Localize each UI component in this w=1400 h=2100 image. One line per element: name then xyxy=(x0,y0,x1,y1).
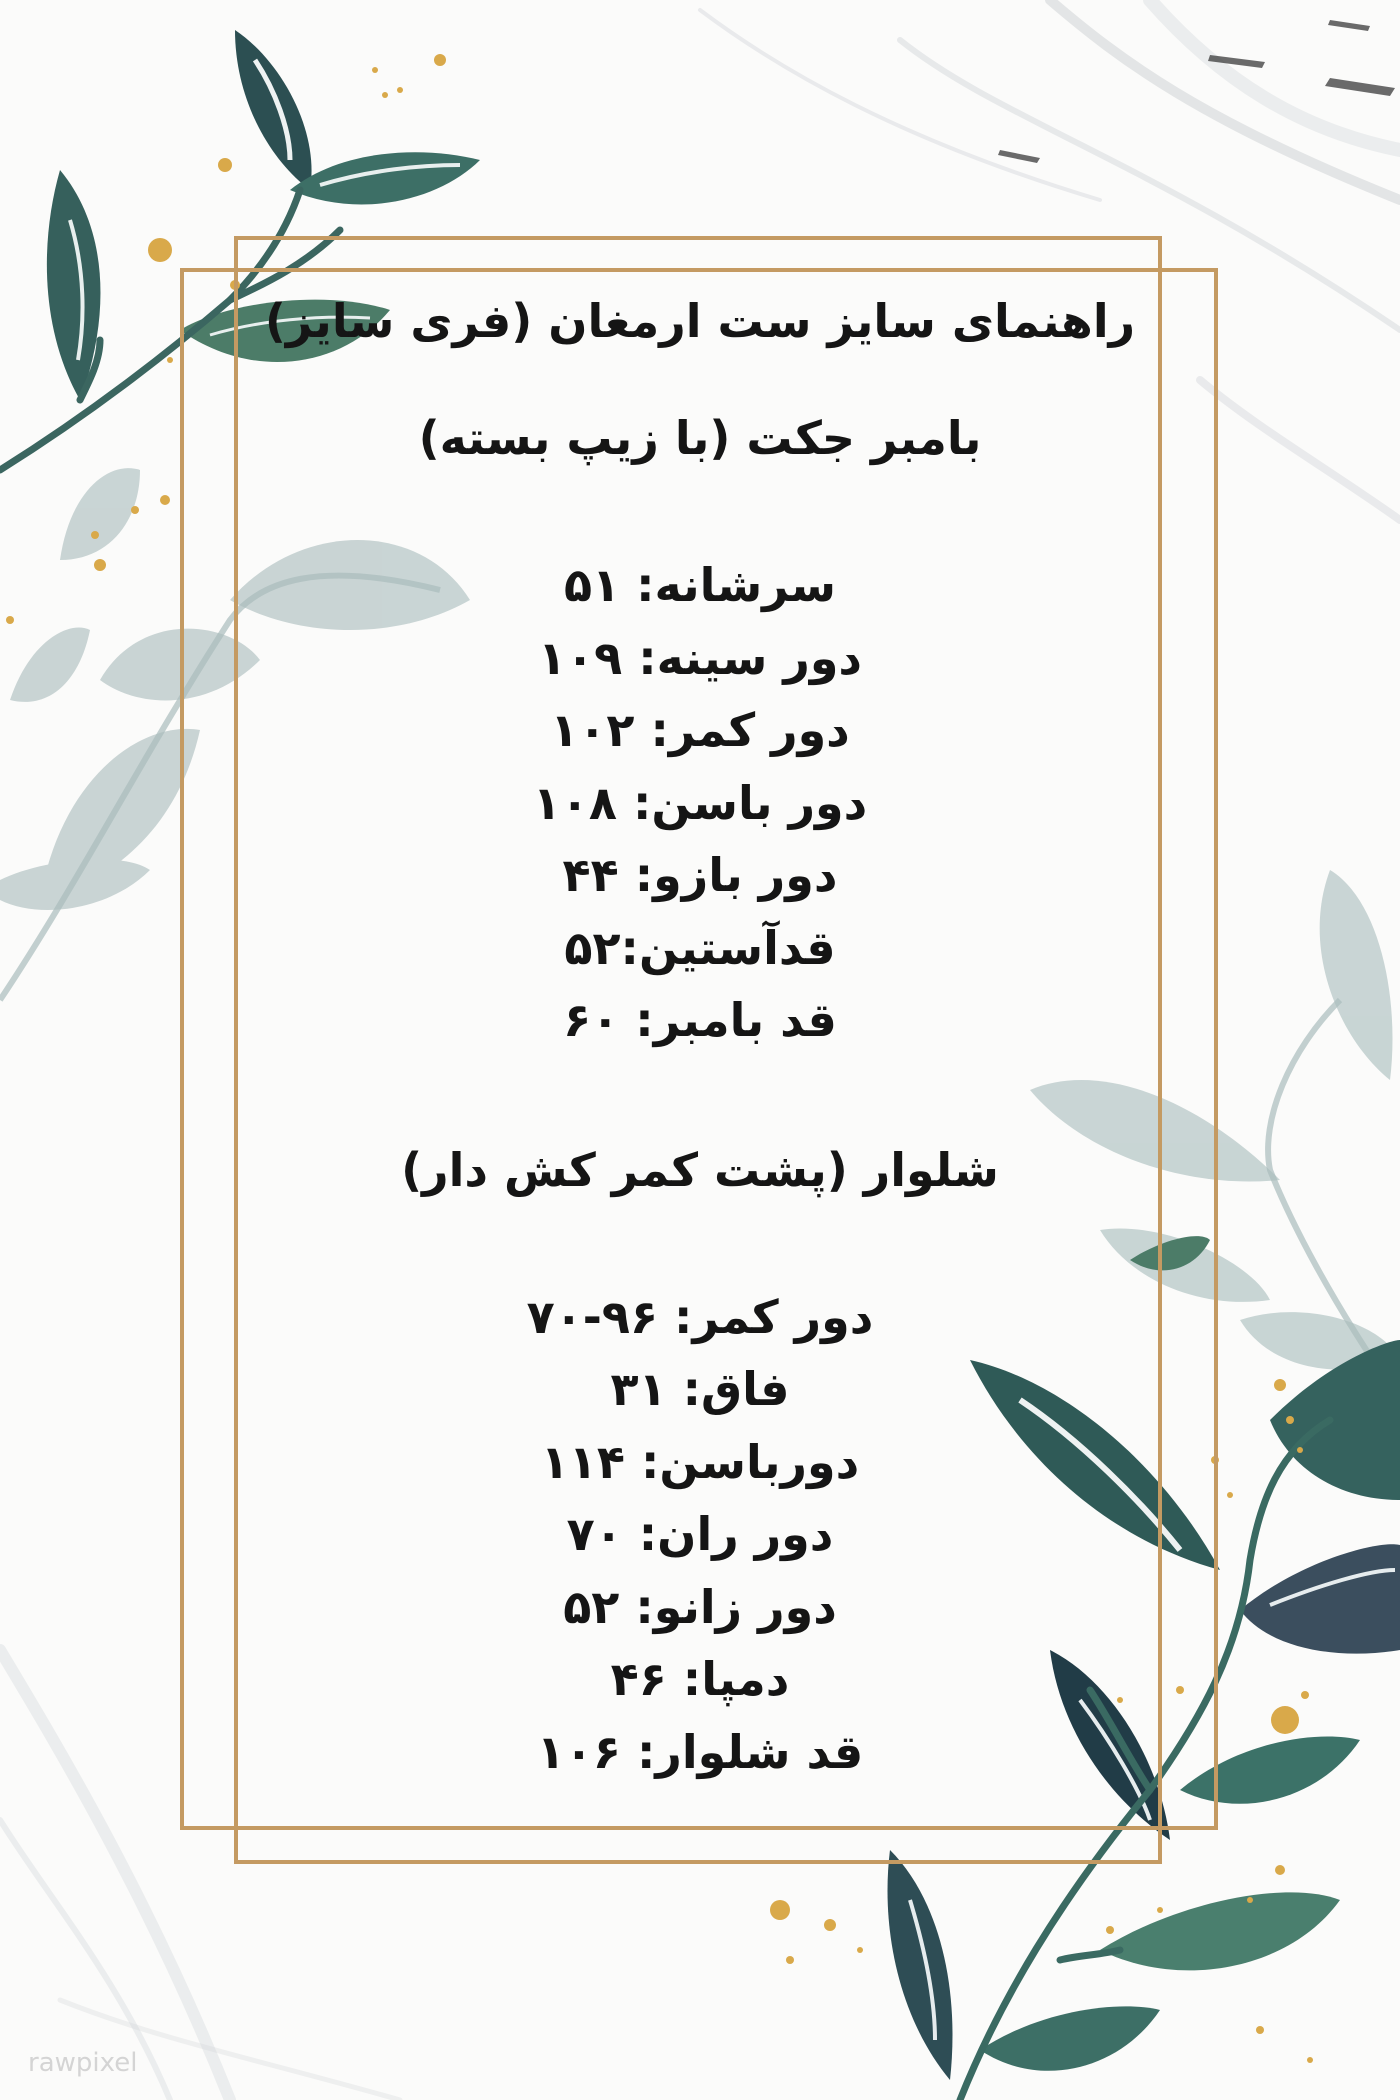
size-guide xyxy=(190,290,1210,1788)
measurement-row: دور کمر: ۹۶-۷۰ xyxy=(526,1289,874,1344)
measurement-row: دور زانو: ۵۲ xyxy=(563,1579,837,1634)
measurement-row: دور باسن: ۱۰۸ xyxy=(532,775,868,830)
section-jacket xyxy=(190,407,1210,1057)
measurement-row: دمپا: ۴۶ xyxy=(610,1652,790,1706)
spacer xyxy=(190,469,1210,549)
measurement-row: دورباسن: ۱۱۴ xyxy=(540,1434,860,1489)
measurement-row: دور بازو: ۴۴ xyxy=(562,848,838,902)
measurement-row: فاق: ۳۱ xyxy=(610,1362,790,1416)
section-heading: شلوار (پشت کمر کش دار) xyxy=(401,1142,999,1197)
section-pants xyxy=(190,1139,1210,1789)
measurement-row: دور کمر: ۱۰۲ xyxy=(550,703,850,757)
measurement-row: قدآستین:۵۲ xyxy=(564,920,836,975)
measurement-row: دور ران: ۷۰ xyxy=(566,1507,834,1561)
spacer xyxy=(190,1057,1210,1139)
watermark: rawpixel xyxy=(28,2048,138,2078)
spacer xyxy=(190,1201,1210,1281)
measurement-row: قد بامبر: ۶۰ xyxy=(563,993,837,1047)
measurement-row: دور سینه: ۱۰۹ xyxy=(537,630,863,685)
section-heading: بامبر جکت (با زیپ بسته) xyxy=(418,411,982,465)
page-title: راهنمای سایز ست ارمغان (فری سایز) xyxy=(264,294,1136,348)
measurement-row: سرشانه: ۵۱ xyxy=(563,558,837,612)
measurement-row: قد شلوار: ۱۰۶ xyxy=(536,1724,864,1779)
